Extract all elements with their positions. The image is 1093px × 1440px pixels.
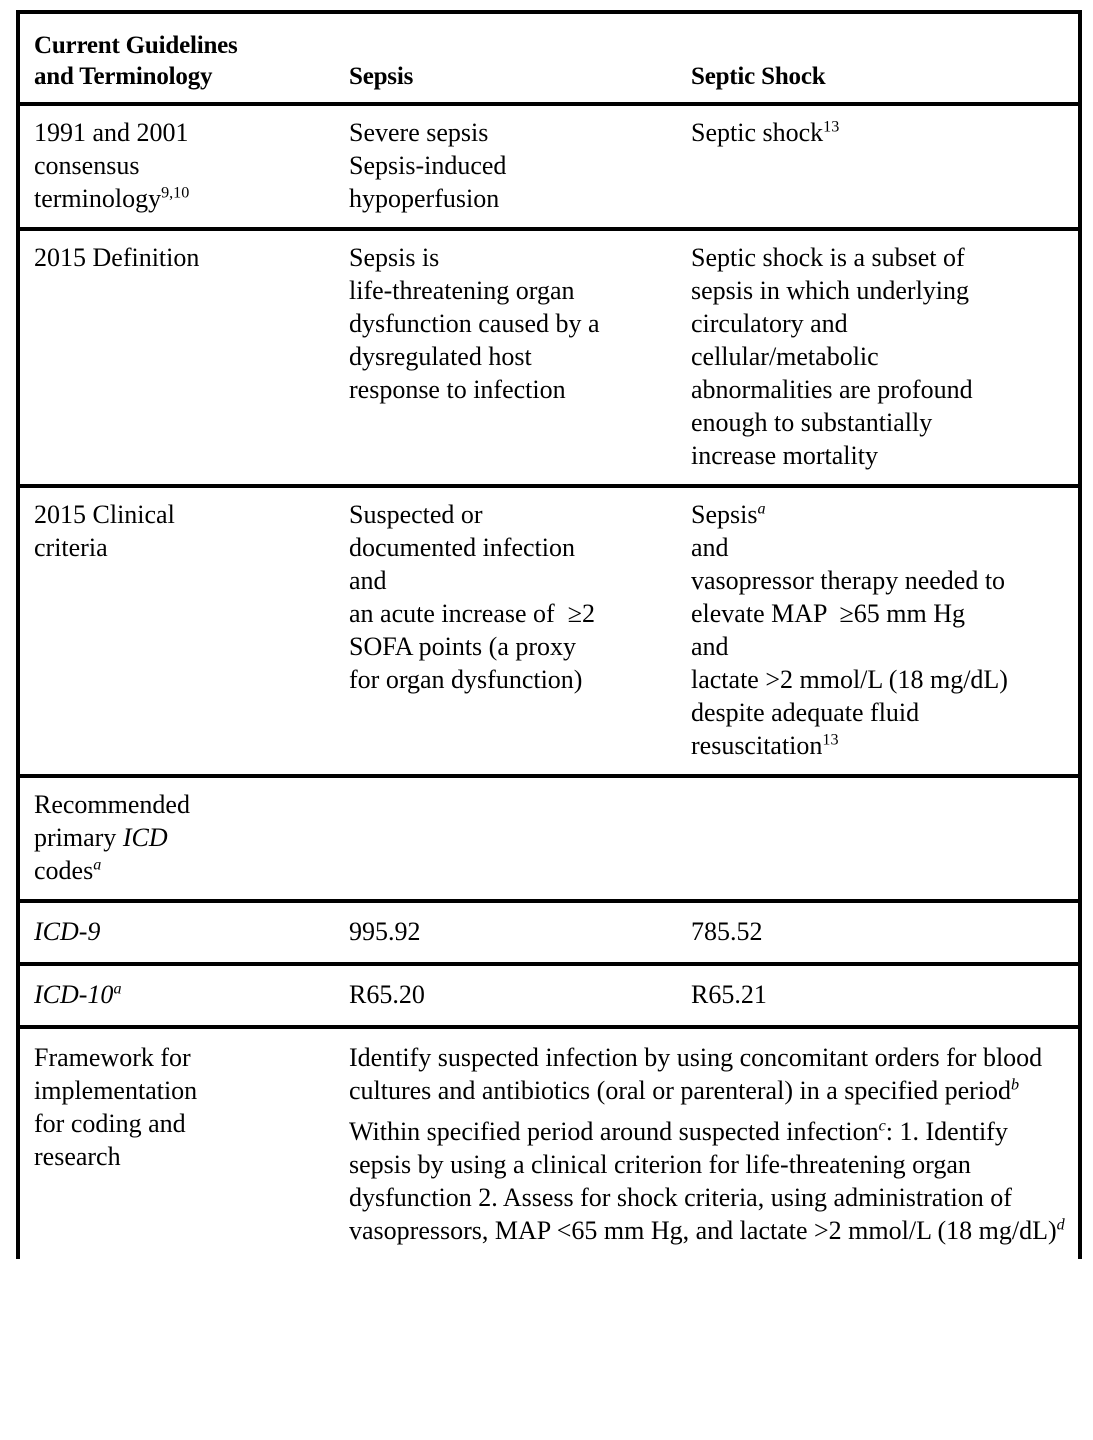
cell-line: life-threatening organ (349, 276, 575, 305)
cell-line: life-threatening organ dysfunction (349, 1150, 971, 1212)
framework-paragraph-1 (349, 1041, 1066, 1107)
table-row (18, 964, 1080, 1027)
cell-septic-shock-icd-10: R65.21 (677, 964, 1080, 1027)
row-label-line (34, 182, 323, 215)
table-row (18, 486, 1080, 776)
cell-septic-shock-clinical-criteria-2015 (677, 486, 1080, 776)
cell-line: Identify suspected infection by using concomitant orders (349, 1043, 940, 1072)
row-label-line: consensus (34, 151, 140, 180)
framework-paragraph-2 (349, 1115, 1066, 1247)
cell-text: Within specified period around suspected infection (349, 1117, 879, 1146)
row-label-consensus-terminology (18, 104, 335, 229)
table-row (18, 229, 1080, 486)
cell-line: dysregulated host (349, 342, 532, 371)
row-label-text: ICD-10 (34, 980, 114, 1009)
sepsis-guidelines-table (16, 10, 1082, 1259)
cell-line: 1. Identify sepsis by using a clinical criterion for (349, 1117, 1008, 1179)
column-header-guidelines-line1: Current Guidelines (34, 32, 238, 59)
row-label-line: criteria (34, 533, 108, 562)
table-row (18, 901, 1080, 964)
cell-text-suffix: : (885, 1117, 894, 1146)
cell-line: documented infection (349, 533, 575, 562)
reference-superscript: 9,10 (161, 184, 190, 202)
cell-line: Severe sepsis (349, 118, 489, 147)
cell-line: enough to substantially (691, 408, 933, 437)
column-header-guidelines (18, 12, 335, 104)
footnote-superscript: a (757, 500, 766, 518)
column-header-septic-shock: Septic Shock (677, 12, 1080, 104)
cell-septic-shock-recommended-icd-codes (677, 776, 1080, 901)
cell-sepsis-consensus-terminology (335, 104, 677, 229)
reference-superscript: 13 (823, 118, 840, 136)
cell-sepsis-recommended-icd-codes (335, 776, 677, 901)
row-label-line: research (34, 1142, 121, 1171)
row-label-line: 2015 Clinical (34, 500, 175, 529)
row-label-line (34, 854, 323, 887)
cell-line: and (691, 533, 729, 562)
row-label-line: Recommended (34, 790, 190, 819)
row-label-line: 1991 and 2001 (34, 118, 189, 147)
cell-line: dysfunction caused by a (349, 309, 600, 338)
cell-septic-shock-consensus-terminology (677, 104, 1080, 229)
cell-line: vasopressors, MAP <65 mm Hg, and lactate >2 mmol/L (349, 1216, 931, 1245)
cell-line: circulatory and (691, 309, 848, 338)
row-label-icd-9: ICD-9 (18, 901, 335, 964)
table-row (18, 104, 1080, 229)
cell-line: 2. Assess for shock criteria, using administration of (478, 1183, 1012, 1212)
footnote-superscript: a (113, 980, 122, 998)
table-row (18, 776, 1080, 901)
cell-text: Sepsis (691, 500, 758, 529)
cell-line (349, 1117, 893, 1146)
cell-line (691, 729, 1066, 762)
cell-line: sepsis in which underlying (691, 276, 970, 305)
footnote-superscript: c (878, 1117, 886, 1135)
row-label-line: 2015 Definition (34, 243, 200, 272)
row-label-text: codes (34, 856, 94, 885)
cell-line: response to infection (349, 375, 566, 404)
row-label-recommended-icd-codes (18, 776, 335, 901)
cell-line (691, 116, 1066, 149)
cell-framework-implementation-body (335, 1027, 1080, 1259)
cell-line: Sepsis-induced (349, 151, 507, 180)
guidelines-table-container (16, 10, 1078, 1259)
row-label-framework-implementation (18, 1027, 335, 1259)
cell-line: abnormalities are profound (691, 375, 973, 404)
footnote-superscript: a (93, 856, 102, 874)
cell-line (938, 1216, 1065, 1245)
cell-line: elevate MAP ≥65 mm Hg (691, 599, 965, 628)
row-label-line: Framework for (34, 1043, 191, 1072)
cell-text: Septic shock (691, 118, 824, 147)
row-label-icd-10 (18, 964, 335, 1027)
row-label-clinical-criteria-2015 (18, 486, 335, 776)
cell-line: an acute increase of ≥2 (349, 599, 595, 628)
cell-sepsis-icd-10: R65.20 (335, 964, 677, 1027)
cell-line: Septic shock is a subset of (691, 243, 965, 272)
cell-line: and (691, 632, 729, 661)
cell-line: Sepsis is (349, 243, 440, 272)
cell-line: for blood cultures and antibiotics (oral or parenteral) in a (349, 1043, 1043, 1105)
column-header-sepsis: Sepsis (335, 12, 677, 104)
cell-sepsis-icd-9: 995.92 (335, 901, 677, 964)
row-label-line (34, 821, 323, 854)
cell-line: vasopressor therapy needed to (691, 566, 1006, 595)
cell-line: despite adequate fluid (691, 698, 920, 727)
row-label-line: implementation (34, 1076, 198, 1105)
cell-line: for organ dysfunction) (349, 665, 583, 694)
reference-superscript: 13 (822, 731, 839, 749)
cell-line: lactate >2 mmol/L (18 mg/dL) (691, 665, 1008, 694)
cell-line: Suspected or (349, 500, 483, 529)
cell-line: increase mortality (691, 441, 878, 470)
table-header-row (18, 12, 1080, 104)
cell-sepsis-clinical-criteria-2015 (335, 486, 677, 776)
cell-line (844, 1076, 1019, 1105)
row-label-text: terminology (34, 184, 162, 213)
cell-sepsis-definition-2015 (335, 229, 677, 486)
cell-line: hypoperfusion (349, 184, 500, 213)
row-label-text: primary ICD (34, 823, 168, 852)
cell-text: resuscitation (691, 731, 823, 760)
cell-septic-shock-icd-9: 785.52 (677, 901, 1080, 964)
cell-text: specified period (844, 1076, 1012, 1105)
row-label-definition-2015 (18, 229, 335, 486)
column-header-guidelines-line2: and Terminology (34, 63, 213, 90)
icd-italic-term: ICD (122, 823, 168, 852)
table-row (18, 1027, 1080, 1259)
cell-text: (18 mg/dL) (937, 1216, 1057, 1245)
cell-line: and (349, 566, 387, 595)
cell-line (691, 498, 1066, 531)
footnote-superscript: b (1011, 1076, 1020, 1094)
row-label-line: for coding and (34, 1109, 186, 1138)
cell-line: cellular/metabolic (691, 342, 879, 371)
footnote-superscript: d (1056, 1216, 1065, 1234)
cell-septic-shock-definition-2015 (677, 229, 1080, 486)
cell-line: SOFA points (a proxy (349, 632, 577, 661)
